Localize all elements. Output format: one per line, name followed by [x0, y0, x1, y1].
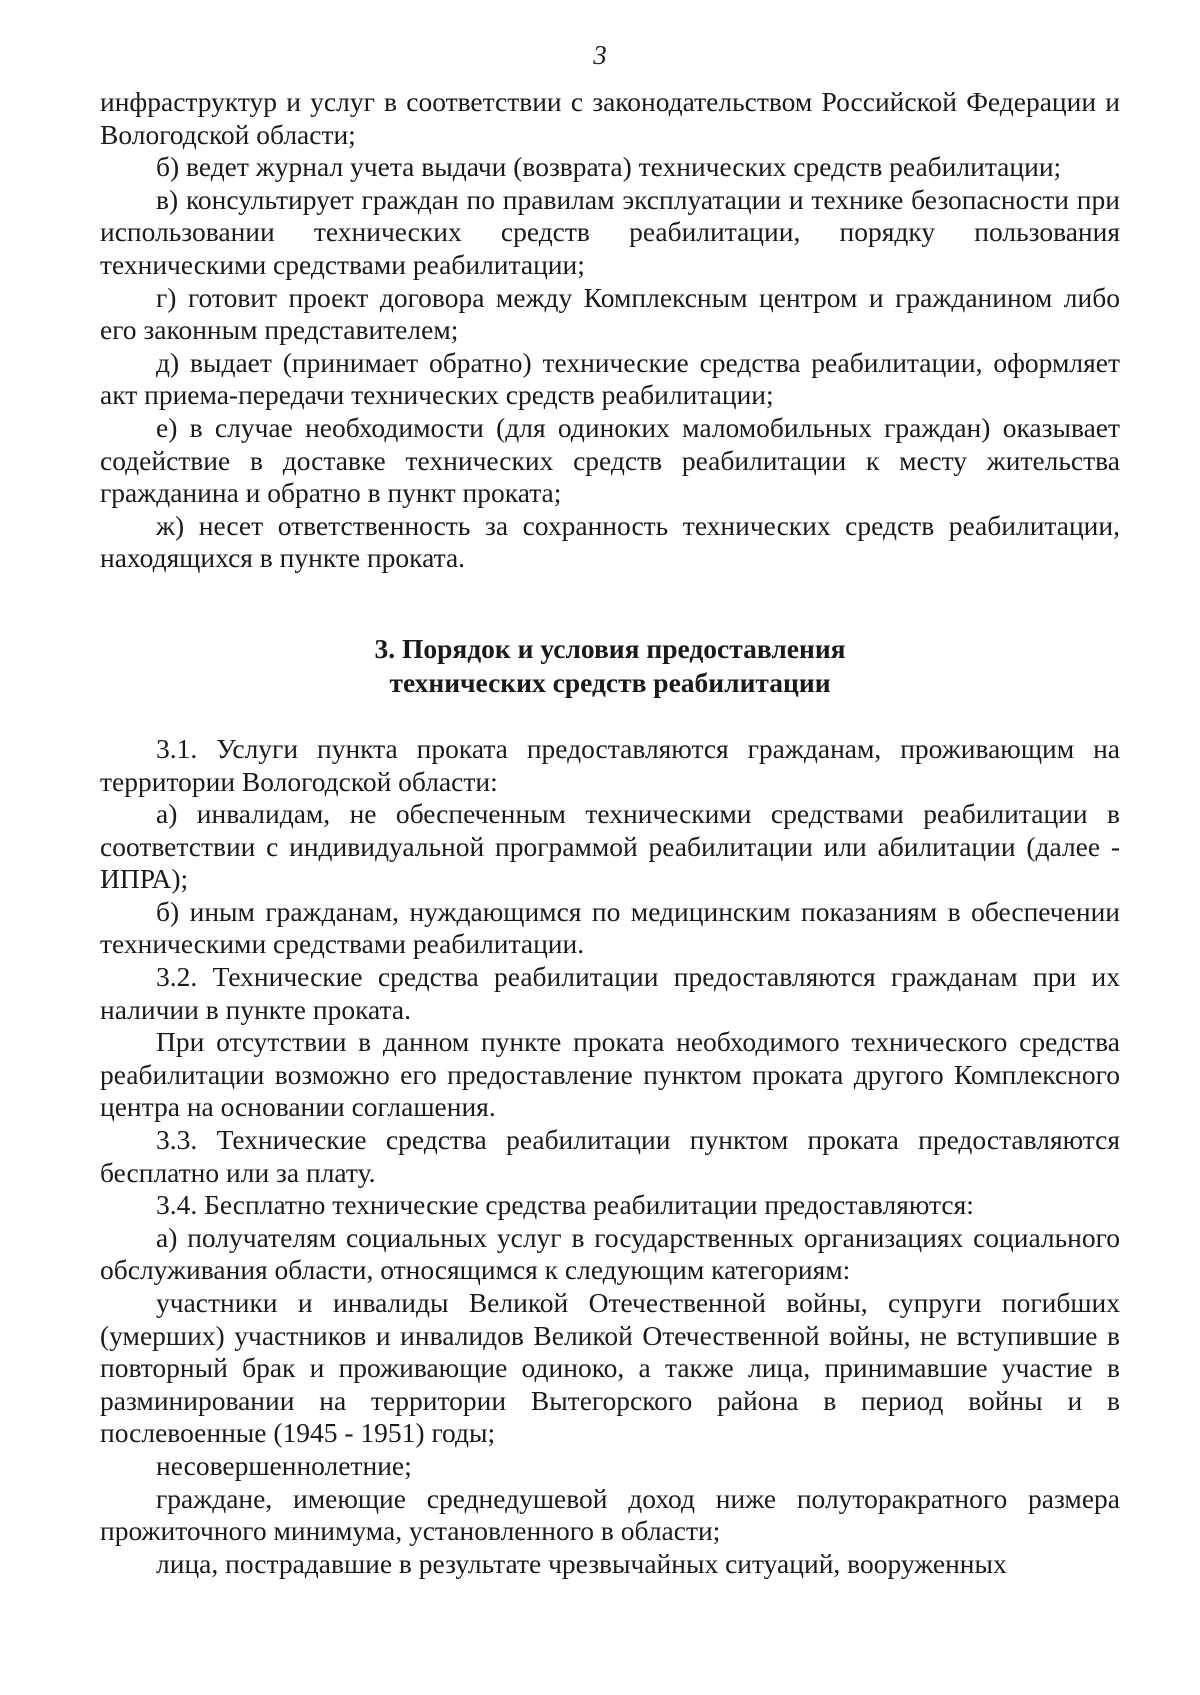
- category-minors: несовершеннолетние;: [156, 1449, 412, 1481]
- page-number: 3: [593, 40, 607, 70]
- section-heading-line-1: 3. Порядок и условия предоставления: [374, 632, 846, 664]
- clause-3-2-continued: При отсутствии в данном пункте проката необходимого технического средства реабилитации возможно его предоставление пунктом проката другого Комплексного центра на основании соглашения.: [100, 1026, 1120, 1123]
- clause-3-1-a: а) инвалидам, не обеспеченным техническими средствами реабилитации в соответствии с индивидуальной программой реабилитации или абилитации (далее - ИПРА);: [100, 798, 1120, 895]
- clause-3-2: 3.2. Технические средства реабилитации предоставляются гражданам при их наличии в пункте проката.: [100, 961, 1120, 1025]
- clause-3-1-b: б) иным гражданам, нуждающимся по медицинским показаниям в обеспечении техническими средствами реабилитации.: [100, 895, 1120, 960]
- section-heading: [100, 632, 1120, 700]
- section-heading-line-2: технических средств реабилитации: [389, 666, 831, 698]
- list-item-zh: ж) несет ответственность за сохранность технических средств реабилитации, находящихся в пункте проката.: [100, 509, 1120, 574]
- category-low-income: граждане, имеющие среднедушевой доход ниже полуторакратного размера прожиточного минимума, установленного в области;: [100, 1482, 1120, 1547]
- clause-3-4-a: а) получателям социальных услуг в государственных организациях социального обслуживания области, относящимся к следующим категориям:: [100, 1221, 1120, 1286]
- paragraph-continuation: инфраструктур и услуг в соответствии с законодательством Российской Федерации и Вологодской области;: [100, 86, 1120, 150]
- clause-3-4: 3.4. Бесплатно технические средства реабилитации предоставляются:: [156, 1189, 974, 1221]
- list-item-v: в) консультирует граждан по правилам эксплуатации и технике безопасности при использовании технических средств реабилитации, порядку пользования техническими средствами реабилитации;: [100, 183, 1120, 280]
- list-item-d: д) выдает (принимает обратно) технические средства реабилитации, оформляет акт приема-передачи технических средств реабилитации;: [100, 346, 1120, 411]
- spacer: [100, 575, 1120, 632]
- document-body: [100, 86, 1120, 1580]
- clause-3-1: 3.1. Услуги пункта проката предоставляются гражданам, проживающим на территории Вологодской области:: [100, 732, 1120, 797]
- category-emergency-victims: лица, пострадавшие в результате чрезвычайных ситуаций, вооруженных: [156, 1547, 1007, 1579]
- list-item-e: е) в случае необходимости (для одиноких маломобильных граждан) оказывает содействие в доставке технических средств реабилитации к месту жительства гражданина и обратно в пункт проката;: [100, 411, 1120, 509]
- list-item-b: б) ведет журнал учета выдачи (возврата) технических средств реабилитации;: [156, 151, 1062, 183]
- category-veterans: участники и инвалиды Великой Отечественной войны, супруги погибших (умерших) участников и инвалидов Великой Отечественной войны, не вступившие в повторный брак и проживающие одиноко, а также лица, принимавшие участие в разминировании на территории Вытегорского района в период войны и в послевоенные (1945 - 1951) годы;: [100, 1287, 1120, 1449]
- clause-3-3: 3.3. Технические средства реабилитации пунктом проката предоставляются бесплатно или за плату.: [100, 1124, 1120, 1188]
- list-item-g: г) готовит проект договора между Комплексным центром и гражданином либо его законным представителем;: [100, 281, 1120, 346]
- spacer: [100, 700, 1120, 733]
